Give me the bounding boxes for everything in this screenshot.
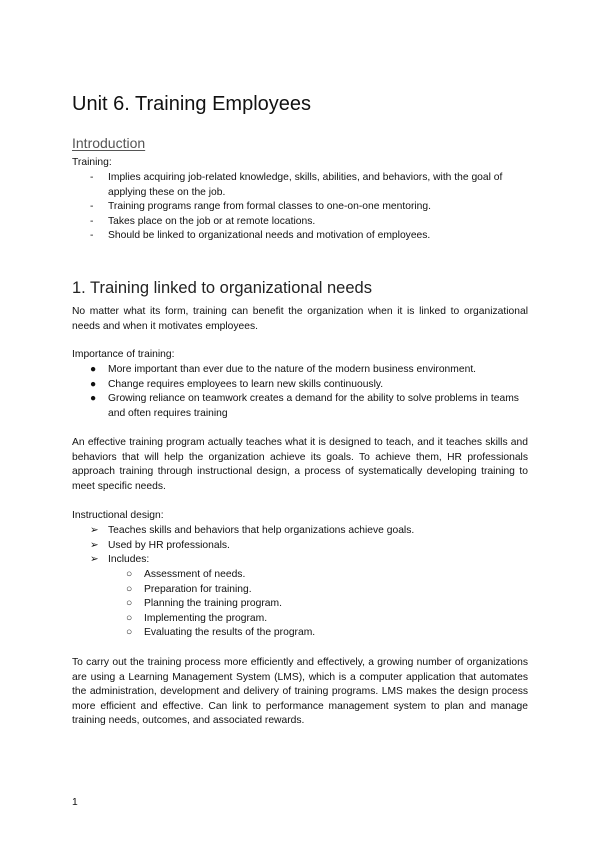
- includes-list: [108, 568, 528, 641]
- bullet-marker: ●: [90, 364, 97, 375]
- dash-marker: -: [90, 215, 94, 227]
- circle-marker-icon: ○: [126, 627, 133, 639]
- circle-marker-icon: ○: [126, 598, 133, 610]
- circle-marker-icon: ○: [126, 612, 133, 624]
- list-item: ● Change requires employees to learn new skills continuously.: [72, 378, 528, 393]
- arrow-marker-icon: ➢: [90, 539, 99, 551]
- circle-marker-icon: ○: [126, 569, 133, 580]
- dash-marker: -: [90, 201, 94, 213]
- dash-marker: -: [90, 172, 94, 183]
- arrow-marker-icon: ➢: [90, 525, 99, 536]
- list-item: ○ Assessment of needs.: [108, 568, 528, 583]
- list-item: ➢ Teaches skills and behaviors that help organizations achieve goals.: [72, 524, 528, 539]
- design-lead: Instructional design:: [72, 510, 164, 521]
- introduction-heading: Introduction: [72, 135, 146, 151]
- paragraph: No matter what its form, training can benefit the organization when it is linked to organizational needs and when it motivates employees.: [72, 306, 528, 332]
- list-item: ● Growing reliance on teamwork creates a demand for the ability to solve problems in teams and often requires training: [90, 393, 519, 419]
- introduction-list: [72, 171, 528, 244]
- arrow-marker-icon: ➢: [90, 554, 99, 566]
- bullet-marker: ●: [90, 378, 97, 390]
- bullet-marker: ●: [90, 393, 97, 405]
- list-item: ○ Implementing the program.: [108, 612, 528, 627]
- importance-list: [72, 363, 528, 421]
- list-item: - Takes place on the job or at remote locations.: [72, 215, 528, 230]
- design-list: [72, 524, 528, 568]
- list-item: ● More important than ever due to the nature of the modern business environment.: [72, 363, 528, 378]
- dash-marker: -: [90, 230, 94, 242]
- list-item: ○ Preparation for training.: [108, 583, 528, 598]
- paragraph: An effective training program actually teaches what it is designed to teach, and it teaches skills and behaviors that will help the organization achieve its goals. To achieve them, HR professionals approach training through instructional design, a process of systematically developing training to meet specific needs.: [72, 437, 528, 492]
- paragraph: To carry out the training process more efficiently and effectively, a growing number of organizations are using a Learning Management System (LMS), which is a computer application that automates the administration, development and delivery of training programs. LMS makes the design process more efficient and effective. Can link to performance management system to plan and manage training needs, outcomes, and associated rewards.: [72, 657, 528, 727]
- training-lead: Training:: [72, 157, 112, 168]
- list-item: - Training programs range from formal classes to one-on-one mentoring.: [72, 200, 528, 215]
- circle-marker-icon: ○: [126, 583, 133, 595]
- list-item: ➢ Used by HR professionals.: [72, 539, 528, 554]
- list-item: ➢ Includes:: [72, 553, 528, 568]
- importance-lead: Importance of training:: [72, 349, 175, 360]
- page-number: 1: [72, 797, 78, 808]
- list-item: ○ Planning the training program.: [108, 597, 528, 612]
- page-title: Unit 6. Training Employees: [72, 93, 312, 115]
- list-item: ○ Evaluating the results of the program.: [108, 626, 528, 641]
- list-item: - Should be linked to organizational needs and motivation of employees.: [72, 229, 528, 244]
- section-heading: 1. Training linked to organizational needs: [72, 279, 372, 297]
- list-item: - Implies acquiring job-related knowledge, skills, abilities, and behaviors, with the goal of applying these on the job.: [90, 172, 503, 198]
